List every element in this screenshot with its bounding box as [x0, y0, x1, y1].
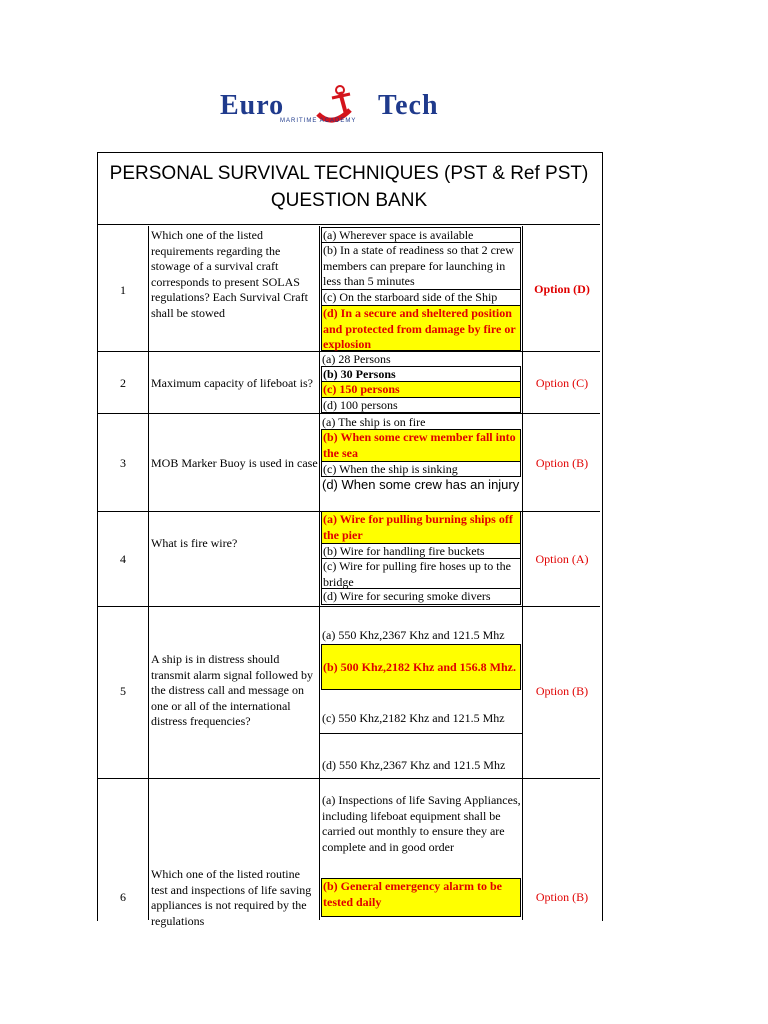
option-c: (c) Wire for pulling fire hoses up to the bridge	[321, 558, 521, 589]
question-number: 2	[120, 376, 126, 390]
question-number: 3	[120, 456, 126, 470]
question-text: A ship is in distress should transmit alarm signal followed by the distress call and message on one or all of the international distress frequencies?	[151, 652, 313, 728]
row-divider	[98, 778, 600, 779]
answer-label: Option (D)	[534, 282, 590, 296]
option-b: (b) 30 Persons	[321, 366, 521, 382]
document-title	[98, 153, 600, 225]
question-text: MOB Marker Buoy is used in case	[151, 456, 318, 470]
option-a: (a) 28 Persons	[322, 352, 391, 366]
question-text: Maximum capacity of lifeboat is?	[151, 376, 313, 390]
option-b: (b) 500 Khz,2182 Khz and 156.8 Mhz.	[321, 644, 521, 690]
eurotech-logo	[218, 84, 463, 146]
col-divider	[522, 226, 523, 920]
option-b: (b) Wire for handling fire buckets	[321, 543, 521, 559]
question-text: Which one of the listed requirements regarding the stowage of a survival craft corresponds to present SOLAS regulations? Each Survival Craft shall be stowed	[151, 228, 308, 320]
option-a: (a) Wire for pulling burning ships off the pier	[321, 511, 521, 544]
col-divider	[319, 226, 320, 920]
option-b: (b) In a state of readiness so that 2 crew members can prepare for launching in less than 5 minutes	[321, 242, 521, 290]
answer-label: Option (C)	[535, 376, 589, 390]
logo-word-tech: Tech	[378, 90, 439, 121]
answer-label: Option (B)	[535, 890, 589, 904]
anchor-icon	[310, 84, 370, 132]
option-c: (c) 550 Khz,2182 Khz and 121.5 Mhz	[322, 711, 505, 725]
option-divider	[320, 733, 522, 734]
title-line-2: QUESTION BANK	[270, 190, 428, 211]
option-b: (b) General emergency alarm to be tested daily	[321, 878, 521, 917]
col-divider	[148, 226, 149, 920]
option-c: (c) 150 persons	[321, 381, 521, 398]
logo-word-euro: Euro	[220, 90, 285, 121]
option-c: (c) When the ship is sinking	[321, 461, 521, 477]
answer-label: Option (A)	[535, 552, 589, 566]
answer-label: Option (B)	[535, 684, 589, 698]
question-text: Which one of the listed routine test and inspections of life saving appliances is not required by the regulations	[151, 867, 312, 928]
row-divider	[98, 606, 600, 607]
option-b: (b) When some crew member fall into the sea	[321, 429, 521, 462]
option-c: (c) On the starboard side of the Ship	[321, 289, 521, 306]
question-number: 6	[120, 890, 126, 904]
question-number: 4	[120, 552, 126, 566]
option-a: (a) Inspections of life Saving Appliances, including lifeboat equipment shall be carried out monthly to ensure they are complete and in good order	[322, 793, 521, 854]
option-a: (a) The ship is on fire	[322, 415, 426, 429]
option-d: (d) 100 persons	[321, 397, 521, 413]
question-number: 5	[120, 684, 126, 698]
question-text: What is fire wire?	[151, 536, 238, 550]
logo-subtitle: MARITIME ACADEMY	[280, 118, 357, 124]
option-a: (a) Wherever space is available	[321, 227, 521, 243]
option-d: (d) 550 Khz,2367 Khz and 121.5 Mhz	[322, 758, 506, 772]
answer-label: Option (B)	[535, 456, 589, 470]
option-d: (d) When some crew has an injury	[322, 477, 520, 492]
title-line-1: PERSONAL SURVIVAL TECHNIQUES (PST & Ref PST)	[109, 163, 589, 184]
question-number: 1	[120, 283, 126, 297]
option-d: (d) In a secure and sheltered position and protected from damage by fire or explosion	[321, 305, 521, 351]
option-a: (a) 550 Khz,2367 Khz and 121.5 Mhz	[322, 628, 505, 642]
option-d: (d) Wire for securing smoke divers	[321, 588, 521, 605]
